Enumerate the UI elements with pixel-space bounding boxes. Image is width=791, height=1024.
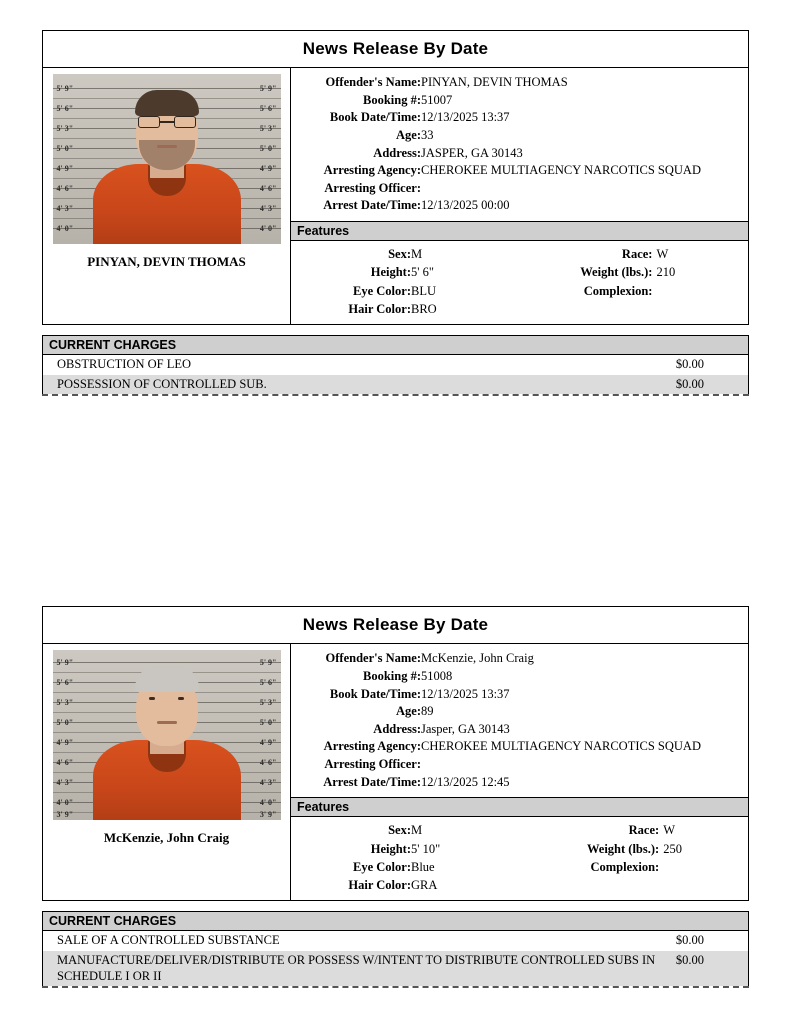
scale-label-left: 5' 9" [56,658,74,668]
field-label: Address: [373,145,421,160]
record-separator [42,986,749,988]
report-title-bar [42,30,749,68]
feature-value: W [663,823,676,838]
feature-label: Height: [370,265,411,280]
field-value: JASPER, GA 30143 [421,145,523,160]
scale-label-left: 4' 6" [56,184,74,193]
photo-caption: McKenzie, John Craig [103,830,230,846]
feature-label: Weight (lbs.): [586,841,660,856]
scale-label-left: 5' 0" [56,144,74,153]
page-gap [0,396,791,606]
feature-label: Sex: [388,823,411,838]
features-table [291,245,748,318]
scale-label-left: 4' 6" [56,758,74,768]
feature-label: Sex: [388,247,411,261]
scale-label-left: 4' 3" [56,204,74,213]
feature-label [536,300,656,318]
field-row [291,109,748,127]
scale-label-left: 4' 9" [56,738,74,748]
feature-label: Hair Color: [348,878,411,892]
scale-label-right: 4' 9" [259,738,277,748]
feature-value [656,282,748,300]
field-row [291,650,748,668]
charge-description: SALE OF A CONTROLLED SUBSTANCE [57,933,280,948]
field-row [291,774,748,792]
scale-label-right: 4' 6" [259,184,277,193]
features-section-header: Features [291,797,748,817]
feature-label: Hair Color: [348,301,411,316]
field-value: 12/13/2025 12:45 [421,774,510,789]
current-charges-section [42,911,749,986]
offender-record [42,606,749,988]
offender-photo-figure [92,688,242,820]
feature-value [663,876,748,894]
feature-value: M [411,247,423,261]
scale-label-left: 5' 6" [56,104,74,113]
field-row [291,180,748,198]
mugshot-image [53,74,281,244]
field-value: 12/13/2025 13:37 [421,686,510,701]
scale-label-left: 4' 9" [56,164,74,173]
field-row [291,197,748,215]
scale-label-right: 4' 3" [259,204,277,213]
field-value: 89 [421,704,434,719]
field-value [421,180,748,198]
field-value: 12/13/2025 13:37 [421,110,510,125]
features-row [291,245,748,263]
page-title: News Release By Date [302,39,489,58]
charge-description: MANUFACTURE/DELIVER/DISTRIBUTE OR POSSESS W/INTENT TO DISTRIBUTE CONTROLLED SUBS IN SCHEDULE I OR II [57,952,656,983]
offender-record [42,0,749,396]
features-section-header: Features [291,221,748,241]
field-value: 51008 [421,668,453,683]
glasses-icon [138,116,196,128]
features-row [291,263,748,281]
scale-label-right: 5' 3" [259,698,277,708]
report-title-bar [42,606,749,644]
photo-caption: PINYAN, DEVIN THOMAS [87,254,246,269]
features-row [291,876,748,894]
charges-section-header: CURRENT CHARGES [43,912,748,931]
scale-label-left: 5' 3" [56,698,74,708]
charge-row [43,375,748,395]
scale-label-right: 5' 9" [259,84,277,93]
scale-label-right: 5' 6" [259,104,277,113]
field-label: Booking #: [362,92,421,107]
field-row [291,127,748,145]
scale-label-left: 5' 0" [56,718,74,728]
features-row [291,300,748,318]
feature-value: Blue [411,859,435,874]
field-label: Arresting Officer: [324,180,421,195]
field-value: PINYAN, DEVIN THOMAS [421,75,568,89]
field-value: 12/13/2025 00:00 [421,198,510,213]
scale-label-right: 5' 6" [259,678,277,688]
charge-amount: $0.00 [675,952,704,967]
feature-value: M [411,823,423,838]
offender-fields-table [291,74,748,215]
charge-row [43,931,748,951]
feature-value: 5' 10" [411,841,441,856]
feature-value: 250 [663,841,682,856]
field-row [291,756,748,774]
scale-label-left: 4' 0" [56,798,74,808]
feature-label: Race: [628,823,660,838]
field-value: 51007 [421,92,453,107]
field-value: 33 [421,127,434,142]
field-label: Arrest Date/Time: [323,198,421,213]
features-table [291,821,748,894]
field-value: CHEROKEE MULTIAGENCY NARCOTICS SQUAD [421,163,701,178]
charge-description: POSSESSION OF CONTROLLED SUB. [57,376,267,391]
feature-value: W [656,247,669,261]
field-row [291,738,748,756]
feature-value: 210 [656,265,676,280]
record-body [42,644,749,901]
scale-label-right: 4' 0" [259,224,277,233]
features-row [291,840,748,858]
field-label: Address: [373,721,421,736]
mugshot-image [53,650,281,820]
mugshot-cell [43,68,291,324]
field-value: Jasper, GA 30143 [421,721,510,736]
field-label: Offender's Name: [325,75,421,89]
field-value [421,756,748,774]
field-label: Offender's Name: [325,651,421,666]
field-label: Book Date/Time: [329,110,421,125]
page-title: News Release By Date [302,615,489,635]
feature-label: Eye Color: [353,859,411,874]
charge-row [43,951,748,986]
scale-label-left: 5' 9" [56,84,74,93]
scale-label-right: 5' 9" [259,658,277,668]
feature-label: Eye Color: [353,283,411,298]
feature-label: Race: [621,247,653,261]
scale-label-left: 3' 9" [56,810,74,820]
field-value: McKenzie, John Craig [421,651,534,666]
field-label: Age: [396,704,421,719]
record-body [42,68,749,325]
feature-value: GRA [411,878,438,892]
scale-label-right: 4' 0" [259,798,277,808]
offender-info [291,68,748,324]
field-row [291,74,748,92]
field-row [291,668,748,686]
mugshot-cell [43,644,291,900]
features-row [291,821,748,839]
feature-label: Height: [370,841,411,856]
field-row [291,162,748,180]
scale-label-right: 4' 3" [259,778,277,788]
field-value: CHEROKEE MULTIAGENCY NARCOTICS SQUAD [421,739,701,754]
feature-label: Complexion: [583,283,653,298]
charges-section-header: CURRENT CHARGES [43,336,748,355]
features-section [291,817,748,900]
feature-value: 5' 6" [411,265,434,280]
charge-amount: $0.00 [675,376,704,391]
field-label: Booking #: [362,668,421,683]
scale-label-right: 4' 9" [259,164,277,173]
field-label: Book Date/Time: [329,686,421,701]
scale-label-left: 4' 0" [56,224,74,233]
charge-row [43,355,748,375]
feature-value [656,300,748,318]
feature-value [663,858,748,876]
current-charges-section [42,335,749,394]
offender-fields-table [291,650,748,791]
field-label: Arresting Agency: [323,163,421,178]
scale-label-right: 4' 6" [259,758,277,768]
features-row [291,282,748,300]
offender-info [291,644,748,900]
field-row [291,686,748,704]
scale-label-right: 3' 9" [259,810,277,820]
features-row [291,858,748,876]
feature-label: Weight (lbs.): [580,265,653,280]
field-row [291,92,748,110]
field-label: Arrest Date/Time: [323,774,421,789]
field-row [291,145,748,163]
feature-label: Complexion: [590,859,660,874]
field-label: Age: [396,127,421,142]
feature-value: BRO [411,301,437,316]
field-label: Arresting Agency: [323,739,421,754]
offender-photo-figure [92,112,242,244]
field-row [291,703,748,721]
scale-label-right: 5' 0" [259,718,277,728]
field-label: Arresting Officer: [324,757,421,771]
feature-value: BLU [411,283,436,298]
scale-label-left: 5' 3" [56,124,74,133]
scale-label-right: 5' 3" [259,124,277,133]
scale-label-right: 5' 0" [259,144,277,153]
charge-amount: $0.00 [675,933,704,948]
charge-description: OBSTRUCTION OF LEO [57,357,192,371]
field-row [291,721,748,739]
scale-label-left: 5' 6" [56,678,74,688]
feature-label [543,876,663,894]
charge-amount: $0.00 [675,357,704,371]
features-section [291,241,748,324]
scale-label-left: 4' 3" [56,778,74,788]
